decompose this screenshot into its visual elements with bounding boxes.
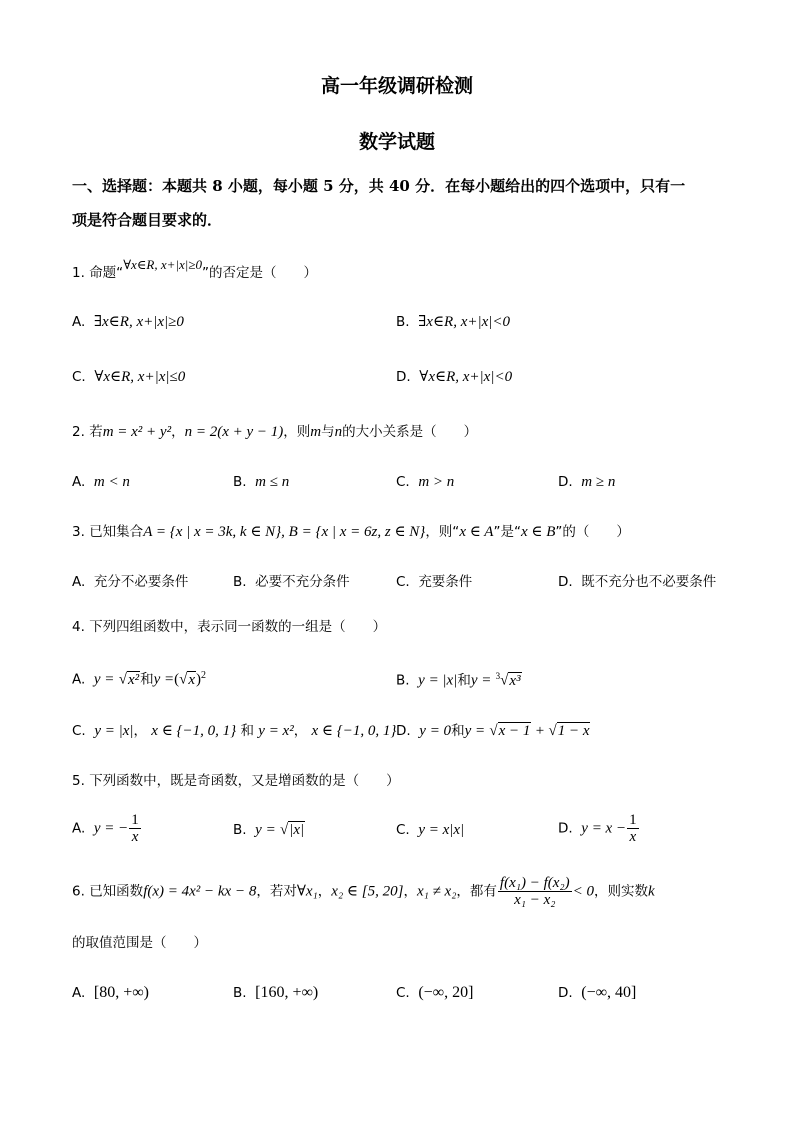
question-3-stem: 3. 已知集合A = {x | x = 3k, k ∈ N}, B = {x | x = 6z, z ∈ N}，则“x ∈ A”是“x ∈ B”的（ ）	[72, 524, 630, 540]
q2-option-a[interactable]: A. m < n	[72, 474, 130, 490]
q4-option-a[interactable]: A. y = √x²和$y =(√x)^2$	[72, 670, 207, 688]
q1-option-b[interactable]: B. ∃x∈R, x+|x|<0	[396, 314, 511, 330]
q4-option-b[interactable]: B. y = |x|和y = $^3$√x³	[396, 671, 521, 689]
q4-option-d[interactable]: D. y = 0和y = √x − 1 + √1 − x	[396, 723, 590, 739]
q3-option-d[interactable]: D. 既不充分也不必要条件	[558, 574, 717, 590]
q6-option-a[interactable]: A. [80, +∞)	[72, 984, 149, 1001]
question-number: 5.	[72, 773, 85, 789]
q1-option-d[interactable]: D. ∀x∈R, x+|x|<0	[396, 369, 513, 385]
q5-option-a[interactable]: A. y = − $\frac{1}{x}$	[72, 812, 139, 845]
question-number: 4.	[72, 619, 85, 635]
question-number: 3.	[72, 524, 85, 540]
q3-option-c[interactable]: C. 充要条件	[396, 574, 473, 590]
q3-option-b[interactable]: B. 必要不充分条件	[233, 574, 350, 590]
question-6-stem-line2: 的取值范围是（ ）	[72, 935, 207, 951]
q5-option-d[interactable]: D. y = x − $\frac{1}{x}$	[558, 812, 637, 845]
q1-option-c[interactable]: C. ∀x∈R, x+|x|≤0	[72, 369, 186, 385]
question-6-stem: 6. 已知函数f(x) = 4x² − kx − 8，若对∀x₁，x₂ ∈ [5, 20]，x₁ ≠ x₂，都有 $\frac{\text{f(x₁) − f(x₂)}}{\text{x₁ − x₂}}$ < 0，则实数k	[72, 875, 655, 908]
q4-option-c[interactable]: C. y = |x|， x ∈ {−1, 0, 1} 和 y = x²， x ∈ {−1, 0, 1}	[72, 723, 397, 739]
question-number: 1.	[72, 265, 85, 281]
question-number: 2.	[72, 424, 85, 440]
question-2-stem: 2. 若m = x² + y²，n = 2(x + y − 1)，则m与n的大小关系是（ ）	[72, 424, 478, 440]
question-4-stem: 4. 下列四组函数中，表示同一函数的一组是（ ）	[72, 619, 387, 635]
q3-option-a[interactable]: A. 充分不必要条件	[72, 574, 189, 590]
q2-option-b[interactable]: B. m ≤ n	[233, 474, 290, 490]
section-header-line2: 项是符合题目要求的．	[72, 211, 223, 229]
section-header-line1: 一、选择题：本题共 8 小题，每小题 5 分，共 40 分．在每小题给出的四个选项中，只有一	[72, 177, 686, 195]
q5-option-b[interactable]: B. y = √|x|	[233, 822, 305, 838]
question-1-stem: 1. 命题“∀x∈R, x+|x|≥0”的否定是（ ）	[72, 257, 317, 281]
q2-option-c[interactable]: C. m > n	[396, 474, 455, 490]
q6-option-b[interactable]: B. [160, +∞)	[233, 984, 319, 1001]
math-expression: ∀x∈R, x+|x|≥0	[123, 257, 202, 272]
question-5-stem: 5. 下列函数中，既是奇函数，又是增函数的是（ ）	[72, 773, 400, 789]
q2-option-d[interactable]: D. m ≥ n	[558, 474, 616, 490]
q5-option-c[interactable]: C. y = x|x|	[396, 822, 465, 838]
page-subtitle: 数学试题	[358, 131, 435, 153]
q6-option-c[interactable]: C. (−∞, 20]	[396, 984, 474, 1001]
q6-option-d[interactable]: D. (−∞, 40]	[558, 984, 637, 1001]
question-number: 6.	[72, 883, 85, 900]
page-title: 高一年级调研检测	[320, 75, 473, 97]
q1-option-a[interactable]: A. ∃x∈R, x+|x|≥0	[72, 314, 184, 330]
